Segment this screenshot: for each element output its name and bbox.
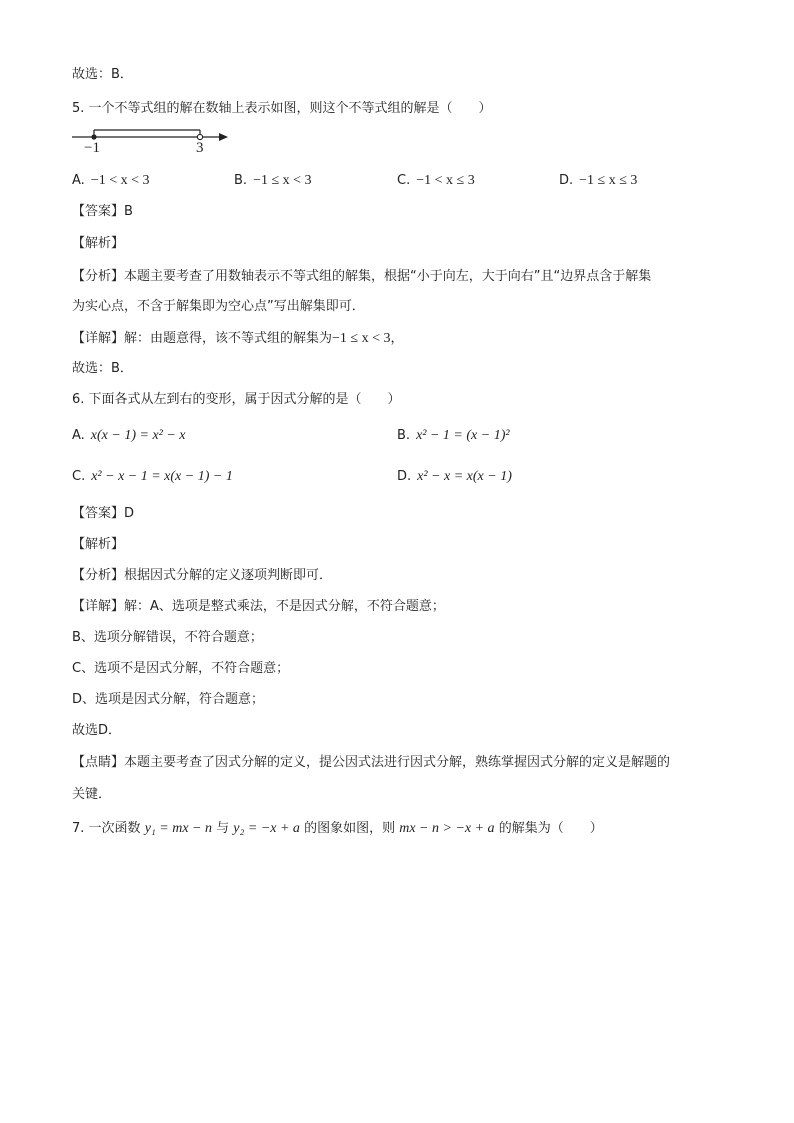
q5-option-d: D. −1 ≤ x ≤ 3: [559, 173, 638, 188]
q6-detail-b: B、选项分解错误，不符合题意；: [72, 630, 263, 645]
q7-function-y1: y₁ = mx − n: [144, 821, 212, 836]
number-line-figure: [70, 124, 240, 160]
q5-detail: 【详解】解：由题意得，该不等式组的解集为−1 ≤ x < 3，: [72, 331, 404, 346]
q5-analysis-line-2: 为实心点，不含于解集即为空心点”写出解集即可．: [72, 299, 365, 314]
q6-analysis: 【分析】根据因式分解的定义逐项判断即可．: [72, 568, 333, 583]
q5-conclusion: 故选：B．: [72, 361, 133, 376]
q6-note-line-1: 【点睛】本题主要考查了因式分解的定义，提公因式法进行因式分解，熟练掌握因式分解的定义是解题的: [72, 755, 671, 770]
q5-analysis-line-1: 【分析】本题主要考查了用数轴表示不等式组的解集，根据“小于向左，大于向右”且“边界点含于解集: [72, 269, 652, 284]
q5-option-c: C. −1 < x ≤ 3: [397, 173, 475, 188]
q6-detail: 【详解】解：A、选项是整式乘法，不是因式分解，不符合题意；: [72, 599, 445, 614]
hollow-point-icon: [197, 134, 202, 139]
q6-note-line-2: 关键．: [72, 787, 112, 802]
number-line-label-left: −1: [84, 140, 100, 156]
q6-jiexi-heading: 【解析】: [72, 537, 125, 552]
q6-conclusion: 故选D．: [72, 723, 122, 738]
question-5-stem: 5. 一个不等式组的解在数轴上表示如图，则这个不等式组的解是（ ）: [72, 101, 492, 116]
number-line-label-right: 3: [196, 140, 204, 156]
q5-answer: 【答案】B: [72, 204, 133, 219]
q6-detail-c: C、选项不是因式分解，不符合题意；: [72, 661, 290, 676]
answer-conclusion: 故选：B．: [72, 67, 133, 82]
q5-jiexi-heading: 【解析】: [72, 236, 125, 251]
arrow-right-icon: [219, 133, 228, 141]
q6-option-c: C. x² − x − 1 = x(x − 1) − 1: [72, 469, 233, 484]
q6-answer: 【答案】D: [72, 506, 135, 521]
q7-inequality: mx − n > −x + a: [399, 821, 495, 836]
q6-option-a: A. x(x − 1) = x² − x: [72, 428, 186, 443]
q5-option-a: A. −1 < x < 3: [72, 173, 150, 188]
q5-option-b: B. −1 ≤ x < 3: [234, 173, 312, 188]
question-6-stem: 6. 下面各式从左到右的变形，属于因式分解的是（ ）: [72, 392, 401, 407]
question-7-stem: 7. 一次函数 y₁ = mx − n 与 y₂ = −x + a 的图象如图，则 mx − n > −x + a 的解集为（ ）: [72, 821, 603, 836]
q6-detail-d: D、选项是因式分解，符合题意；: [72, 692, 265, 707]
solid-point-icon: [91, 134, 96, 139]
q7-function-y2: y₂ = −x + a: [233, 821, 300, 836]
q6-option-d: D. x² − x = x(x − 1): [397, 469, 512, 484]
q6-option-b: B. x² − 1 = (x − 1)²: [397, 428, 510, 443]
